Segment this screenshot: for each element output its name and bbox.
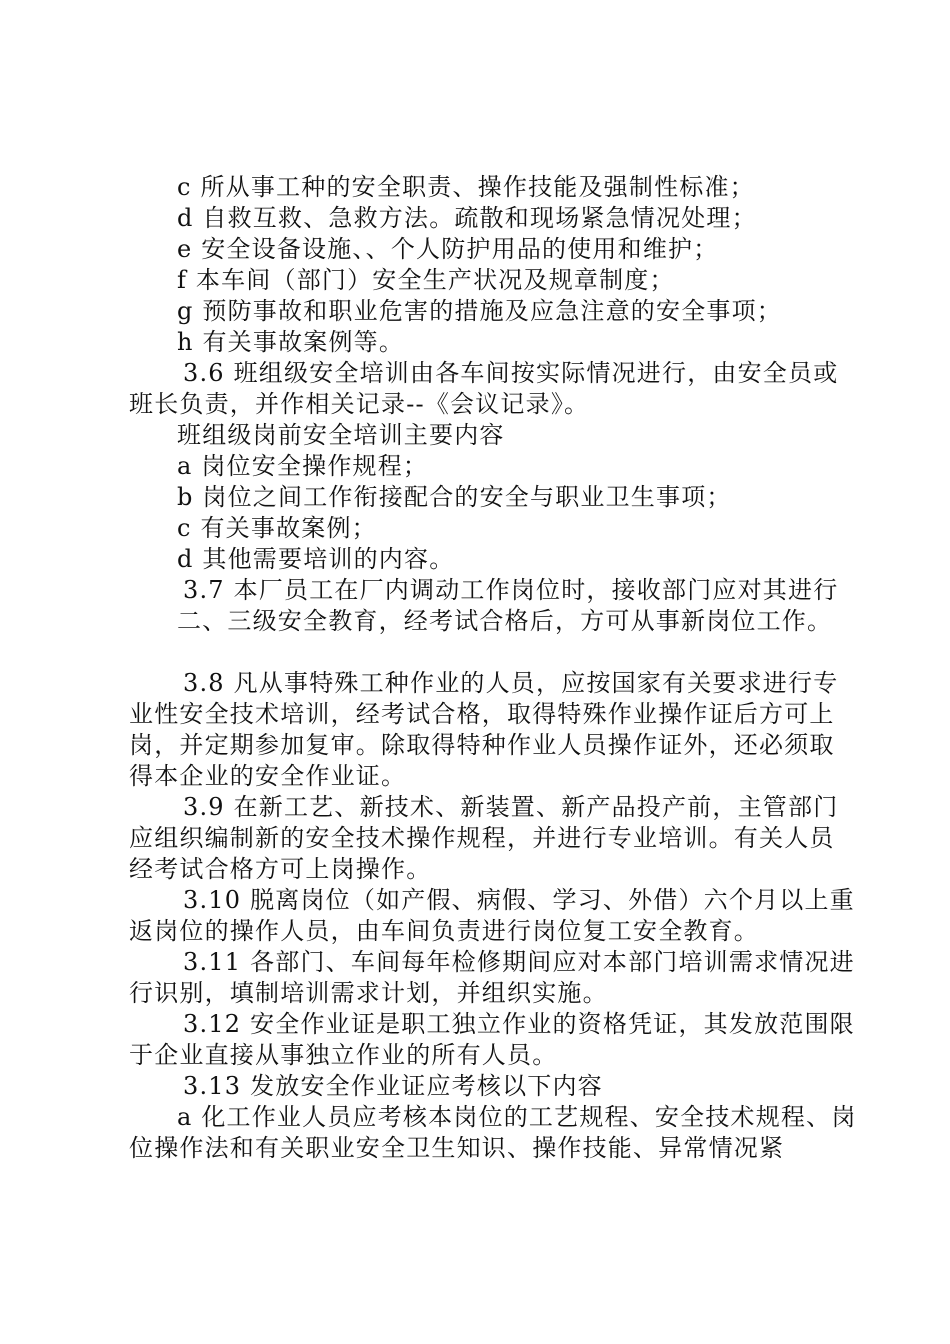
list-item-h-cases: h 有关事故案例等。	[177, 328, 405, 356]
list-item-f-workshop: f 本车间（部门）安全生产状况及规章制度；	[177, 266, 675, 294]
section-3-11: 3.11 各部门、车间每年检修期间应对本部门培训需求情况进行识别，填制培训需求计划，并组织实施。	[129, 948, 855, 1007]
section-3-6: 3.6 班组级安全培训由各车间按实际情况进行，由安全员或班长负责，并作相关记录--《会议记录》。	[129, 359, 839, 418]
section-3-8: 3.8 凡从事特殊工种作业的人员，应按国家有关要求进行专业性安全技术培训，经考试合格，取得特殊作业操作证后方可上岗，并定期参加复审。除取得特种作业人员操作证外，还必须取得本企业的安全作业证。	[129, 669, 839, 790]
list-item-c-cases: c 有关事故案例；	[177, 514, 377, 542]
section-3-12: 3.12 安全作业证是职工独立作业的资格凭证，其发放范围限于企业直接从事独立作业的所有人员。	[129, 1010, 855, 1069]
list-item-a-chemical: a 化工作业人员应考核本岗位的工艺规程、安全技术规程、岗位操作法和有关职业安全卫生知识、操作技能、异常情况紧	[129, 1103, 857, 1162]
list-item-b-coordination: b 岗位之间工作衔接配合的安全与职业卫生事项；	[177, 483, 732, 511]
section-3-7: 3.7 本厂员工在厂内调动工作岗位时，接收部门应对其进行	[183, 576, 839, 604]
list-item-c-duties: c 所从事工种的安全职责、操作技能及强制性标准；	[177, 173, 755, 201]
section-3-10: 3.10 脱离岗位（如产假、病假、学习、外借）六个月以上重返岗位的操作人员，由车间负责进行岗位复工安全教育。	[129, 886, 855, 945]
list-item-g-prevention: g 预防事故和职业危害的措施及应急注意的安全事项；	[177, 297, 782, 325]
section-3-9: 3.9 在新工艺、新技术、新装置、新产品投产前，主管部门应组织编制新的安全技术操作规程，并进行专业培训。有关人员经考试合格方可上岗操作。	[129, 793, 839, 883]
list-item-d-rescue: d 自救互救、急救方法。疏散和现场紧急情况处理；	[177, 204, 757, 232]
document-body	[129, 172, 859, 1164]
list-item-a-operation: a 岗位安全操作规程；	[177, 452, 429, 480]
list-item-d-other: d 其他需要培训的内容。	[177, 545, 455, 573]
team-training-title: 班组级岗前安全培训主要内容	[177, 421, 505, 449]
section-3-13: 3.13 发放安全作业证应考核以下内容	[183, 1072, 603, 1100]
section-3-7-continued: 二、三级安全教育，经考试合格后，方可从事新岗位工作。	[177, 607, 833, 635]
list-item-e-equipment: e 安全设备设施、、个人防护用品的使用和维护；	[177, 235, 719, 263]
